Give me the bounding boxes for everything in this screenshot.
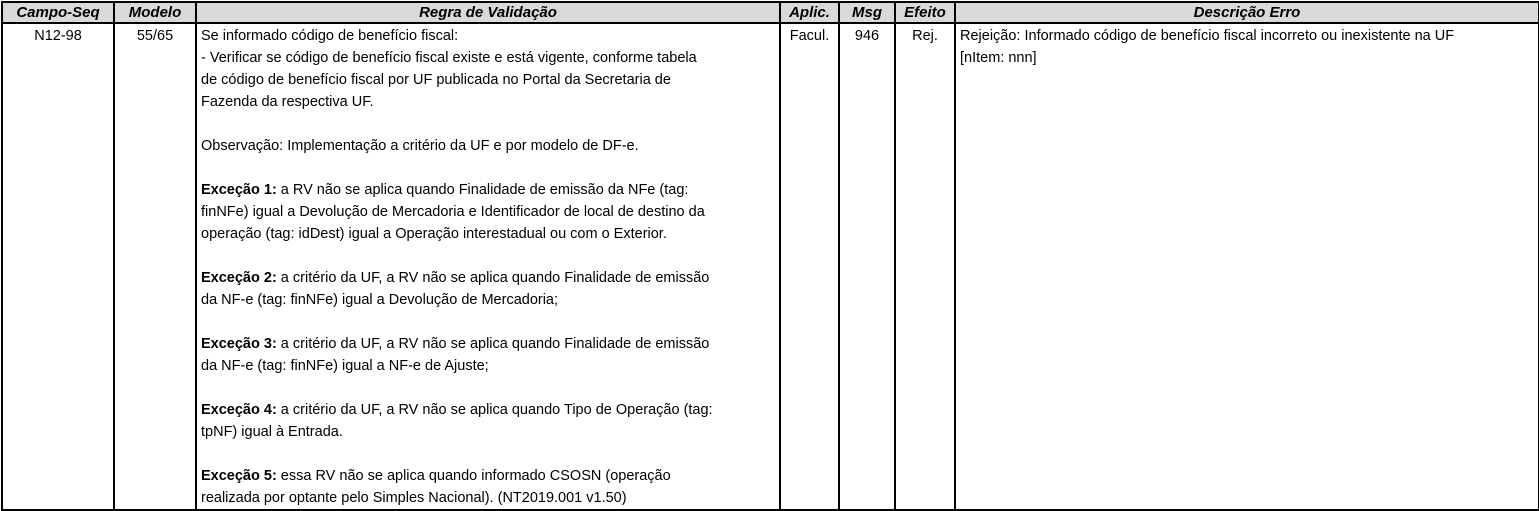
regra-excecao-4	[201, 399, 775, 443]
excecao-text: a critério da UF, a RV não se aplica quando Tipo de Operação (tag: tpNF) igual à Entrada.	[201, 402, 713, 440]
cell-efeito: Rej.	[895, 23, 955, 510]
table-header-row	[2, 2, 1539, 23]
regra-excecao-2	[201, 267, 775, 311]
table-row	[2, 23, 1539, 510]
excecao-label: Exceção 2:	[201, 270, 277, 286]
excecao-label: Exceção 4:	[201, 402, 277, 418]
header-efeito: Efeito	[895, 2, 955, 23]
cell-regra	[196, 23, 780, 510]
cell-aplic: Facul.	[780, 23, 839, 510]
excecao-label: Exceção 1:	[201, 182, 277, 198]
cell-campo-seq: N12-98	[2, 23, 114, 510]
cell-descricao	[955, 23, 1539, 510]
excecao-text: a critério da UF, a RV não se aplica quando Finalidade de emissão da NF-e (tag: finNFe) igual a Devolução de Mercadoria;	[201, 270, 710, 308]
header-regra: Regra de Validação	[196, 2, 780, 23]
regra-intro: Se informado código de benefício fiscal: - Verificar se código de benefício fiscal existe e está vigente, conforme tabela de código de benefício fiscal por UF publicada no Portal da Secretaria de Fazenda da respectiva UF.	[201, 28, 697, 110]
regra-observacao: Observação: Implementação a critério da UF e por modelo de DF-e.	[201, 138, 639, 154]
excecao-text: a critério da UF, a RV não se aplica quando Finalidade de emissão da NF-e (tag: finNFe) igual a NF-e de Ajuste;	[201, 336, 710, 374]
validation-rules-table	[1, 1, 1539, 511]
cell-msg: 946	[839, 23, 895, 510]
cell-modelo: 55/65	[114, 23, 196, 510]
header-modelo: Modelo	[114, 2, 196, 23]
regra-excecao-1	[201, 179, 775, 245]
excecao-text: a RV não se aplica quando Finalidade de emissão da NFe (tag: finNFe) igual a Devolução de Mercadoria e Identificador de local de destino da operação (tag: idDest) igual a Operação interestadual ou com o Exterior.	[201, 182, 705, 242]
excecao-label: Exceção 5:	[201, 468, 277, 484]
header-msg: Msg	[839, 2, 895, 23]
regra-excecao-3	[201, 333, 775, 377]
excecao-text: essa RV não se aplica quando informado CSOSN (operação realizada por optante pelo Simples Nacional). (NT2019.001 v1.50)	[201, 468, 671, 506]
header-descricao: Descrição Erro	[955, 2, 1539, 23]
header-campo-seq: Campo-Seq	[2, 2, 114, 23]
descricao-text: Rejeição: Informado código de benefício fiscal incorreto ou inexistente na UF [nItem: nnn]	[960, 28, 1455, 66]
header-aplic: Aplic.	[780, 2, 839, 23]
regra-excecao-5	[201, 465, 775, 509]
excecao-label: Exceção 3:	[201, 336, 277, 352]
